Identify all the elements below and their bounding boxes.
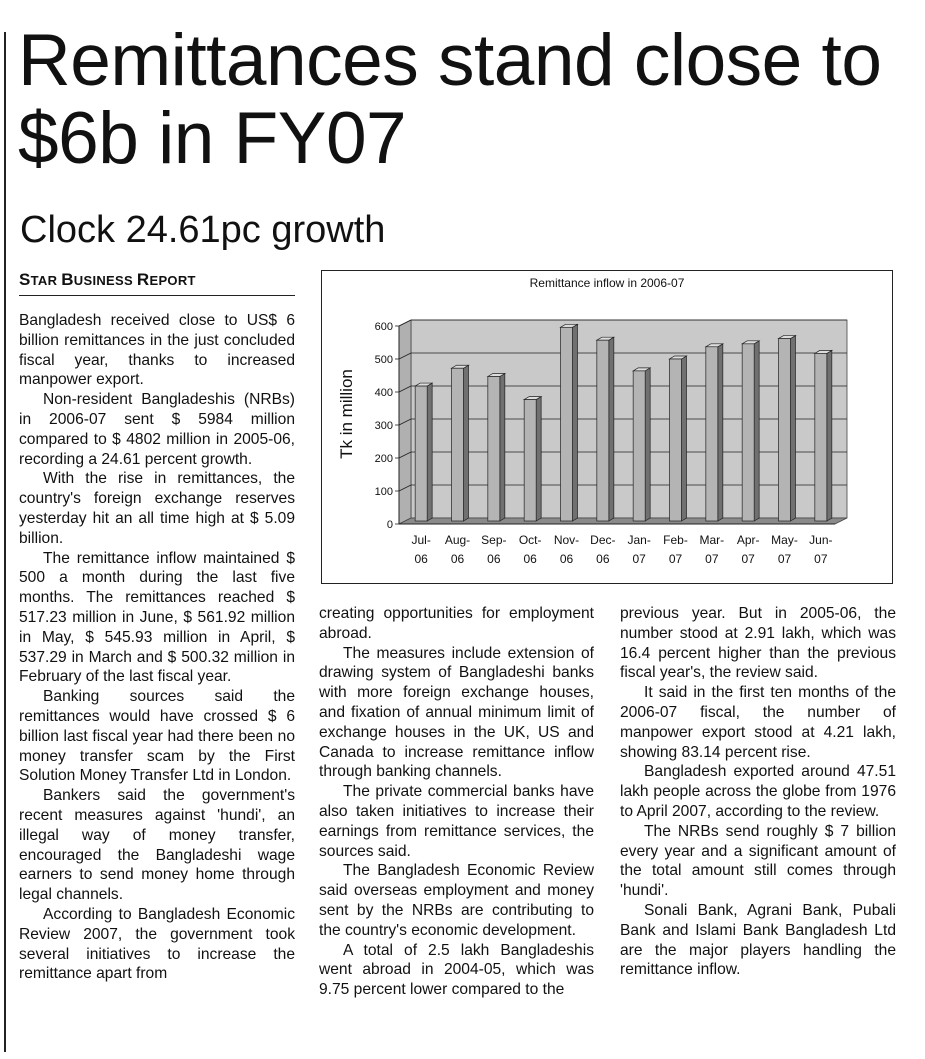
bar <box>524 400 536 521</box>
x-tick-label: Oct- <box>518 533 542 547</box>
paragraph: The measures include extension of drawing system of Bangladeshi banks with more foreign exchange houses, and fixation of annual minimum limit of exchange houses in the UK, US and Canada to increase remittance inflow through banking channels. <box>319 644 594 781</box>
x-tick-label-year: 07 <box>814 552 828 566</box>
byline-cap-r: R <box>136 270 150 289</box>
paragraph: Bangladesh exported around 47.51 lakh people across the globe from 1976 to April 2007, according to the review. <box>620 763 896 820</box>
paragraph: The Bangladesh Economic Review said overseas employment and money sent by the NRBs are contributing to the country's economic development. <box>319 862 594 939</box>
paragraph: With the rise in remittances, the country's foreign exchange reserves yesterday hit an all time high at $ 5.09 billion. <box>19 470 295 547</box>
chart-canvas <box>322 271 891 582</box>
bar-side <box>536 397 541 521</box>
x-tick-label: Sep- <box>481 533 507 547</box>
paragraph: According to Bangladesh Economic Review 2007, the government took several initiatives to increase the remittance apart from <box>19 905 295 983</box>
x-tick-label-year: 07 <box>632 552 646 566</box>
x-tick-label-year: 06 <box>596 552 610 566</box>
bar <box>597 340 609 521</box>
subheadline: Clock 24.61pc growth <box>20 209 386 251</box>
x-tick-label-year: 07 <box>705 552 719 566</box>
paragraph: Bangladesh received close to US$ 6 billion remittances in the just concluded fiscal year, thanks to increased manpower export. <box>19 312 295 389</box>
bar <box>488 376 500 521</box>
x-tick-label-year: 07 <box>777 552 792 566</box>
chart-title: Remittance inflow in 2006-07 <box>529 276 685 290</box>
x-tick-label: Dec- <box>590 533 616 547</box>
remittance-chart <box>321 270 893 584</box>
bar-side <box>573 324 578 521</box>
byline-part-1: TAR <box>30 273 62 288</box>
bar <box>633 371 645 521</box>
paragraph: A total of 2.5 lakh Bangladeshis went abroad in 2004-05, which was 9.75 percent lower compared to the <box>319 941 594 999</box>
paragraph: Sonali Bank, Agrani Bank, Pubali Bank and Islami Bank Bangladesh Ltd are the major players handling the remittance inflow. <box>620 901 896 979</box>
paragraph: Bankers said the government's recent measures against 'hundi', an illegal way of money transfer, encouraged the Bangladeshi wage earners to send money home through legal channels. <box>19 787 295 904</box>
paragraph: creating opportunities for employment abroad. <box>319 605 594 642</box>
x-tick-label: Mar- <box>699 533 725 547</box>
y-tick-label: 500 <box>374 354 393 366</box>
x-tick-label: Feb- <box>663 533 688 547</box>
x-tick-label: Jan- <box>627 533 651 547</box>
byline <box>19 270 295 296</box>
bar <box>815 353 827 521</box>
y-tick-label: 400 <box>374 387 393 399</box>
y-tick-label: 200 <box>374 453 393 465</box>
bar-side <box>791 336 796 521</box>
bar <box>452 368 464 521</box>
y-tick-label: 100 <box>374 486 393 498</box>
x-tick-label-year: 06 <box>559 552 574 566</box>
plot-area <box>375 320 847 566</box>
bar <box>415 386 427 521</box>
paragraph: Banking sources said the remittances would have crossed $ 6 billion last fiscal year had there been no money transfer scam by the First Solution Money Transfer Ltd in London. <box>19 688 295 785</box>
headline: Remittances stand close to $6b in FY07 <box>18 20 882 179</box>
byline-cap-s: S <box>19 270 31 289</box>
byline-part-3: EPORT <box>149 273 196 288</box>
x-tick-label: Jul- <box>411 533 431 547</box>
article-column-3 <box>620 604 896 980</box>
bar <box>779 339 791 521</box>
bar <box>706 347 718 521</box>
bar-side <box>500 373 505 521</box>
x-tick-label: May- <box>771 533 798 547</box>
left-column-rule <box>4 32 6 1052</box>
bar <box>670 359 682 521</box>
x-tick-label-year: 06 <box>450 552 465 566</box>
paragraph: Non-resident Bangladeshis (NRBs) in 2006-07 sent $ 5984 million compared to $ 4802 million in 2005-06, recording a 24.61 percent growth. <box>19 391 295 468</box>
x-tick-label-year: 06 <box>523 552 537 566</box>
article-column-2 <box>319 604 594 1000</box>
y-tick-label: 0 <box>386 519 393 531</box>
paragraph: It said in the first ten months of the 2006-07 fiscal, the number of manpower export stood at 4.21 lakh, showing 83.14 percent rise. <box>620 684 896 761</box>
x-tick-label: Jun- <box>809 533 833 547</box>
byline-part-2: USINESS <box>73 273 137 288</box>
bar-side <box>427 383 432 521</box>
x-tick-label: Nov- <box>553 533 580 547</box>
bar <box>742 344 754 521</box>
bar-side <box>682 356 687 521</box>
paragraph: The remittance inflow maintained $ 500 a month during the last five months. The remittances reached $ 517.23 million in June, $ 561.92 million in May, $ 545.93 million in April, $ 537.29 in March and $ 500.32 million in February of the last fiscal year. <box>19 549 295 686</box>
paragraph: The NRBs send roughly $ 7 billion every year and a significant amount of the total amount still comes through 'hundi'. <box>620 822 896 900</box>
y-tick-label: 600 <box>374 321 393 333</box>
x-tick-label: Apr- <box>736 533 760 547</box>
bar-side <box>464 365 469 521</box>
x-tick-label: Aug- <box>444 533 471 547</box>
x-tick-label-year: 06 <box>487 552 501 566</box>
x-tick-label-year: 07 <box>668 552 683 566</box>
paragraph: previous year. But in 2005-06, the number stood at 2.91 lakh, which was 16.4 percent higher than the previous fiscal year's, the review said. <box>620 605 896 682</box>
x-tick-label-year: 06 <box>414 552 428 566</box>
bar-side <box>718 344 723 521</box>
y-axis-label: Tk in million <box>337 369 356 459</box>
y-tick-label: 300 <box>374 420 393 432</box>
bar-side <box>645 368 650 521</box>
article-column-1 <box>19 311 295 984</box>
x-tick-label-year: 07 <box>741 552 755 566</box>
paragraph: The private commercial banks have also taken initiatives to increase their earnings from remittance services, the sources said. <box>319 783 594 860</box>
bar-side <box>827 350 832 521</box>
bar-side <box>609 337 614 521</box>
bar-side <box>754 341 759 521</box>
bar <box>561 327 573 521</box>
byline-cap-b: B <box>61 270 74 289</box>
